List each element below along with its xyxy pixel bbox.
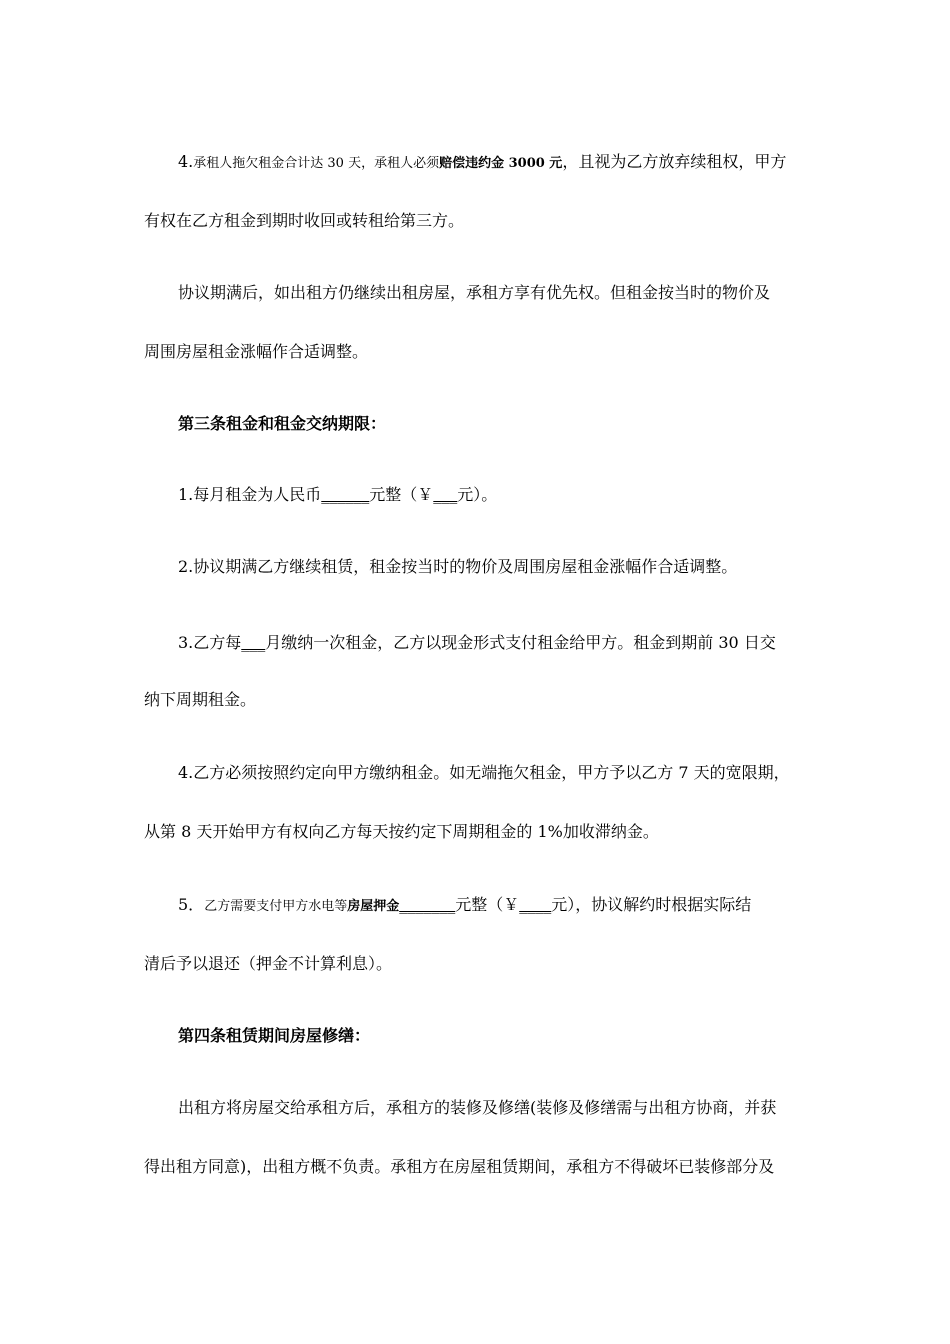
rent-item-3-line-2: 纳下周期租金。: [144, 690, 257, 709]
text-segment: 1.每月租金为人民币: [178, 485, 322, 504]
section-heading-rent: 第三条租金和租金交纳期限：: [178, 414, 387, 433]
text-segment: 月缴纳一次租金，乙方以现金形式支付租金给甲方。租金到期前 30 日交: [265, 633, 776, 652]
text-segment: 承租人拖欠租金合计达 30 天，承租人必须: [193, 156, 440, 171]
blank-field: _______: [399, 895, 456, 914]
paragraph-breach-line-1: [0, 152, 950, 174]
rent-item-4-line-2: 从第 8 天开始甲方有权向乙方每天按约定下周期租金的 1%加收滞纳金。: [144, 822, 659, 841]
item-number: 4.: [178, 152, 194, 171]
bold-penalty: 赔偿违约金 3000 元: [439, 156, 563, 171]
text-segment: 元），协议解约时根据实际结: [551, 895, 752, 914]
rent-item-2: 2.协议期满乙方继续租赁，租金按当时的物价及周围房屋租金涨幅作合适调整。: [178, 557, 738, 576]
bold-deposit: 房屋押金: [347, 899, 400, 914]
rent-item-1: [0, 485, 950, 505]
item-number: 5．: [178, 895, 205, 914]
blank-field: ___: [241, 633, 266, 652]
paragraph-repair-line-2: 得出租方同意)，出租方概不负责。承租方在房屋租赁期间，承租方不得破坏已装修部分及: [144, 1157, 775, 1176]
text-segment: 元）。: [457, 485, 498, 504]
paragraph-repair-line-1: 出租方将房屋交给承租方后，承租方的装修及修缮(装修及修缮需与出租方协商，并获: [178, 1098, 777, 1117]
text-segment: 元整（￥: [369, 485, 434, 504]
blank-field: ___: [433, 485, 458, 504]
rent-item-3-line-1: [0, 633, 950, 653]
text-segment: 元整（￥: [455, 895, 520, 914]
text-segment: 3.乙方每: [178, 633, 242, 652]
blank-field: ______: [321, 485, 370, 504]
paragraph-renewal-line-1: 协议期满后，如出租方仍继续出租房屋，承租方享有优先权。但租金按当时的物价及: [178, 283, 771, 302]
section-heading-repair: 第四条租赁期间房屋修缮：: [178, 1026, 371, 1045]
text-segment: ，且视为乙方放弃续租权，甲方: [562, 152, 787, 171]
text-segment: 乙方需要支付甲方水电等: [204, 899, 348, 914]
blank-field: ____: [519, 895, 552, 914]
paragraph-breach-line-2: 有权在乙方租金到期时收回或转租给第三方。: [144, 211, 465, 230]
rent-item-4-line-1: 4.乙方必须按照约定向甲方缴纳租金。如无端拖欠租金，甲方予以乙方 7 天的宽限期，: [178, 763, 790, 782]
rent-item-5-line-2: 清后予以退还（押金不计算利息）。: [144, 954, 393, 973]
rent-item-5-line-1: [0, 895, 950, 917]
paragraph-renewal-line-2: 周围房屋租金涨幅作合适调整。: [144, 342, 369, 361]
